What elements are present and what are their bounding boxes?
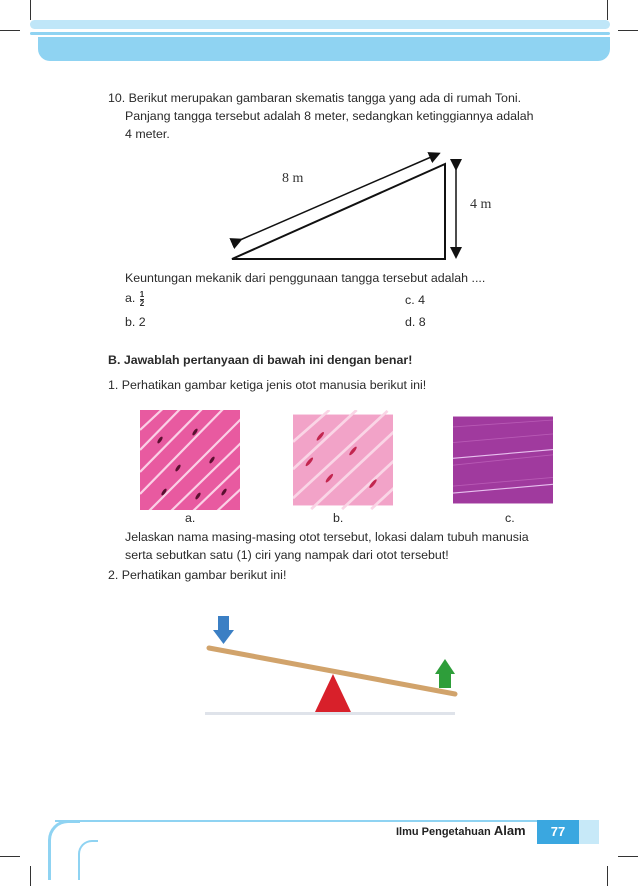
- hypotenuse-label: 8 m: [282, 171, 304, 186]
- crop-mark: [618, 856, 638, 857]
- smooth-muscle-image: [293, 410, 393, 510]
- option-a: [125, 290, 144, 308]
- ladder-triangle: [232, 164, 445, 259]
- fulcrum: [315, 674, 351, 712]
- option-a-label: a.: [125, 291, 136, 305]
- crop-mark: [607, 866, 608, 886]
- b-q1-line-3: serta sebutkan satu (1) ciri yang nampak dari otot tersebut!: [125, 548, 449, 562]
- header-banner-stripe: [30, 32, 610, 35]
- crop-mark: [618, 30, 638, 31]
- up-arrow-icon: [435, 659, 455, 688]
- footer-curve: [48, 820, 80, 880]
- crop-mark: [607, 0, 608, 20]
- footer-curve-inner: [78, 840, 98, 880]
- fraction: [140, 291, 144, 308]
- q10-line-1: 10. Berikut merupakan gambaran skematis tangga yang ada di rumah Toni.: [108, 91, 522, 105]
- image-label-c: c.: [505, 511, 515, 525]
- crop-mark: [0, 30, 20, 31]
- footer-line: [55, 820, 595, 822]
- q10-prompt: Keuntungan mekanik dari penggunaan tangga tersebut adalah ....: [125, 271, 486, 285]
- header-banner: [30, 20, 610, 29]
- page-number: 77: [537, 820, 579, 844]
- option-d: d. 8: [405, 315, 426, 329]
- section-b-title: B. Jawablah pertanyaan di bawah ini dengan benar!: [108, 353, 413, 367]
- hypotenuse-arrow: [240, 154, 438, 240]
- seesaw-illustration: [205, 612, 465, 720]
- ground-line: [205, 712, 455, 715]
- q10-line-3: 4 meter.: [125, 127, 170, 141]
- height-label: 4 m: [470, 197, 492, 212]
- b-q2-line-1: 2. Perhatikan gambar berikut ini!: [108, 568, 287, 582]
- skeletal-muscle-image: [140, 410, 240, 510]
- page-number-tail: [579, 820, 599, 844]
- fraction-numerator: 1: [139, 290, 145, 299]
- crop-mark: [0, 856, 20, 857]
- b-q1-line-1: 1. Perhatikan gambar ketiga jenis otot manusia berikut ini!: [108, 378, 427, 392]
- crop-mark: [30, 0, 31, 20]
- option-b: b. 2: [125, 315, 146, 329]
- book-title-prefix: Ilmu Pengetahuan: [396, 826, 491, 838]
- b-q1-line-2: Jelaskan nama masing-masing otot tersebut, lokasi dalam tubuh manusia: [125, 530, 529, 544]
- ladder-diagram: [220, 152, 520, 270]
- fraction-denominator: 2: [139, 299, 145, 308]
- q10-line-2: Panjang tangga tersebut adalah 8 meter, sedangkan ketinggiannya adalah: [125, 109, 534, 123]
- option-c: c. 4: [405, 293, 425, 307]
- book-title-suffix: Alam: [493, 823, 526, 838]
- image-label-b: b.: [333, 511, 344, 525]
- header-banner-tab: [38, 37, 610, 61]
- image-label-a: a.: [185, 511, 196, 525]
- down-arrow-icon: [213, 616, 234, 644]
- cardiac-muscle-image: [453, 410, 553, 510]
- crop-mark: [30, 866, 31, 886]
- book-title: [396, 823, 526, 838]
